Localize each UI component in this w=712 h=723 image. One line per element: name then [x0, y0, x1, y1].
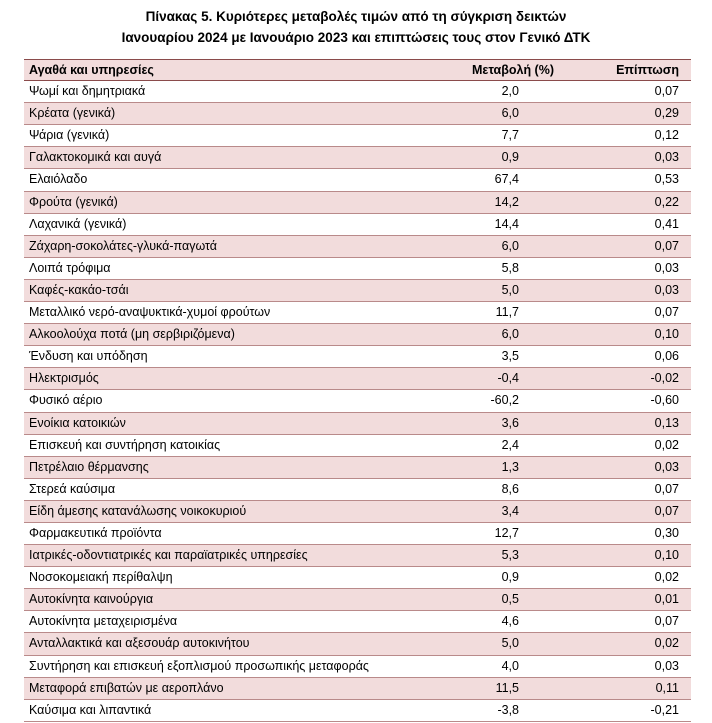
row-name-cell: Ένδυση και υπόδηση — [29, 349, 148, 364]
table-row — [24, 147, 691, 169]
row-change-cell: 12,7 — [494, 525, 519, 540]
row-impact-cell: 0,02 — [654, 636, 679, 651]
row-change-cell: 14,4 — [494, 216, 519, 231]
table-row — [24, 236, 691, 258]
table-row — [24, 258, 691, 280]
table-row — [24, 81, 691, 103]
row-impact-cell: 0,10 — [654, 548, 679, 563]
row-name-cell: Μεταφορά επιβατών με αεροπλάνο — [29, 680, 224, 695]
row-impact-cell: 0,03 — [654, 150, 679, 165]
row-name-cell: Αυτοκίνητα μεταχειρισμένα — [29, 614, 178, 629]
row-impact-cell: 0,03 — [654, 459, 679, 474]
row-change-cell: 5,0 — [501, 636, 519, 651]
row-change-cell: 0,5 — [501, 592, 519, 607]
row-change-cell: 5,3 — [501, 548, 519, 563]
row-change-cell: 8,6 — [501, 481, 519, 496]
table-row — [24, 479, 691, 501]
row-name-cell: Στερεά καύσιμα — [29, 481, 116, 496]
row-name-cell: Ψωμί και δημητριακά — [29, 84, 146, 99]
row-impact-cell: 0,12 — [654, 128, 679, 143]
row-impact-cell: 0,13 — [654, 415, 679, 430]
table-row — [24, 324, 691, 346]
row-name-cell: Λαχανικά (γενικά) — [29, 216, 127, 231]
row-name-cell: Ψάρια (γενικά) — [29, 128, 110, 143]
row-name-cell: Φαρμακευτικά προϊόντα — [29, 525, 162, 540]
table-row — [24, 656, 691, 678]
table-row — [24, 589, 691, 611]
row-change-cell: 4,6 — [501, 614, 519, 629]
row-name-cell: Φυσικό αέριο — [29, 393, 103, 408]
row-impact-cell: 0,03 — [654, 282, 679, 297]
row-change-cell: 6,0 — [501, 327, 519, 342]
row-impact-cell: 0,30 — [654, 525, 679, 540]
row-name-cell: Είδη άμεσης κατανάλωσης νοικοκυριού — [29, 503, 247, 518]
table-row — [24, 678, 691, 700]
row-impact-cell: 0,11 — [655, 680, 679, 695]
row-impact-cell: -0,21 — [650, 702, 679, 717]
row-change-cell: 11,7 — [495, 305, 519, 320]
table-row — [24, 169, 691, 191]
row-name-cell: Ανταλλακτικά και αξεσουάρ αυτοκινήτου — [29, 636, 250, 651]
table-row — [24, 103, 691, 125]
row-name-cell: Επισκευή και συντήρηση κατοικίας — [29, 437, 221, 452]
row-change-cell: 3,4 — [501, 503, 519, 518]
header-change-percent: Μεταβολή (%) — [471, 63, 554, 77]
row-impact-cell: 0,02 — [654, 437, 679, 452]
row-impact-cell: 0,07 — [654, 238, 679, 253]
row-impact-cell: 0,22 — [654, 194, 679, 209]
row-change-cell: -3,8 — [497, 702, 519, 717]
row-impact-cell: 0,07 — [654, 481, 679, 496]
table-row — [24, 633, 691, 655]
row-change-cell: 6,0 — [501, 106, 519, 121]
row-impact-cell: 0,02 — [654, 570, 679, 585]
row-name-cell: Νοσοκομειακή περίθαλψη — [29, 570, 173, 585]
table-row — [24, 435, 691, 457]
table-row — [24, 214, 691, 236]
row-impact-cell: 0,53 — [654, 172, 679, 187]
header-impact: Επίπτωση — [616, 63, 679, 77]
table-title — [0, 0, 712, 48]
table-row — [24, 368, 691, 390]
table-row — [24, 545, 691, 567]
table-row — [24, 457, 691, 479]
row-change-cell: 3,5 — [501, 349, 519, 364]
row-name-cell: Φρούτα (γενικά) — [29, 194, 118, 209]
row-impact-cell: 0,03 — [654, 658, 679, 673]
row-change-cell: 2,4 — [501, 437, 519, 452]
row-change-cell: 2,0 — [501, 84, 519, 99]
row-change-cell: 67,4 — [494, 172, 519, 187]
table-title-line1: Πίνακας 5. Κυριότερες μεταβολές τιμών από τη σύγκριση δεικτών — [145, 9, 567, 24]
table-row — [24, 346, 691, 368]
table-row — [24, 567, 691, 589]
row-impact-cell: 0,07 — [654, 305, 679, 320]
table-row — [24, 280, 691, 302]
table-row — [24, 413, 691, 435]
row-impact-cell: -0,60 — [650, 393, 679, 408]
row-change-cell: 0,9 — [501, 150, 519, 165]
table-header-row — [24, 59, 691, 81]
row-impact-cell: 0,29 — [654, 106, 679, 121]
row-impact-cell: 0,06 — [654, 349, 679, 364]
row-name-cell: Αλκοολούχα ποτά (μη σερβιριζόμενα) — [29, 327, 235, 342]
row-name-cell: Ζάχαρη-σοκολάτες-γλυκά-παγωτά — [29, 238, 218, 253]
table-row — [24, 523, 691, 545]
row-name-cell: Καύσιμα και λιπαντικά — [29, 702, 152, 717]
table-body — [24, 81, 691, 722]
table-row — [24, 192, 691, 214]
row-impact-cell: -0,02 — [650, 371, 679, 386]
row-change-cell: 0,9 — [501, 570, 519, 585]
row-name-cell: Ηλεκτρισμός — [29, 371, 99, 386]
row-name-cell: Μεταλλικό νερό-αναψυκτικά-χυμοί φρούτων — [29, 305, 271, 320]
table-row — [24, 125, 691, 147]
row-name-cell: Ελαιόλαδο — [29, 172, 88, 187]
row-impact-cell: 0,10 — [654, 327, 679, 342]
row-impact-cell: 0,41 — [654, 216, 679, 231]
row-change-cell: 7,7 — [501, 128, 519, 143]
table-title-line2: Ιανουαρίου 2024 με Ιανουάριο 2023 και επιπτώσεις τους στον Γενικό ΔΤΚ — [121, 30, 591, 45]
row-change-cell: 3,6 — [501, 415, 519, 430]
row-name-cell: Συντήρηση και επισκευή εξοπλισμού προσωπικής μεταφοράς — [29, 658, 369, 673]
row-name-cell: Κρέατα (γενικά) — [29, 106, 116, 121]
row-change-cell: 4,0 — [501, 658, 519, 673]
row-change-cell: 5,0 — [501, 282, 519, 297]
row-impact-cell: 0,07 — [654, 503, 679, 518]
row-change-cell: -0,4 — [497, 371, 519, 386]
row-name-cell: Ιατρικές-οδοντιατρικές και παραϊατρικές υπηρεσίες — [29, 548, 308, 563]
row-impact-cell: 0,07 — [654, 614, 679, 629]
row-change-cell: 1,3 — [501, 459, 519, 474]
table-row — [24, 302, 691, 324]
table-row — [24, 501, 691, 523]
price-changes-table — [24, 59, 691, 722]
row-change-cell: 5,8 — [501, 260, 519, 275]
header-goods-services: Αγαθά και υπηρεσίες — [29, 63, 154, 77]
table-row — [24, 390, 691, 412]
row-name-cell: Καφές-κακάο-τσάι — [29, 282, 129, 297]
row-impact-cell: 0,01 — [654, 592, 679, 607]
row-change-cell: 14,2 — [494, 194, 519, 209]
row-change-cell: 11,5 — [495, 680, 519, 695]
row-change-cell: 6,0 — [501, 238, 519, 253]
row-impact-cell: 0,03 — [654, 260, 679, 275]
row-name-cell: Πετρέλαιο θέρμανσης — [29, 459, 149, 474]
row-name-cell: Λοιπά τρόφιμα — [29, 260, 111, 275]
row-change-cell: -60,2 — [490, 393, 519, 408]
row-name-cell: Ενοίκια κατοικιών — [29, 415, 126, 430]
row-name-cell: Αυτοκίνητα καινούργια — [29, 592, 154, 607]
row-name-cell: Γαλακτοκομικά και αυγά — [29, 150, 162, 165]
row-impact-cell: 0,07 — [654, 84, 679, 99]
table-row — [24, 611, 691, 633]
table-row — [24, 700, 691, 722]
